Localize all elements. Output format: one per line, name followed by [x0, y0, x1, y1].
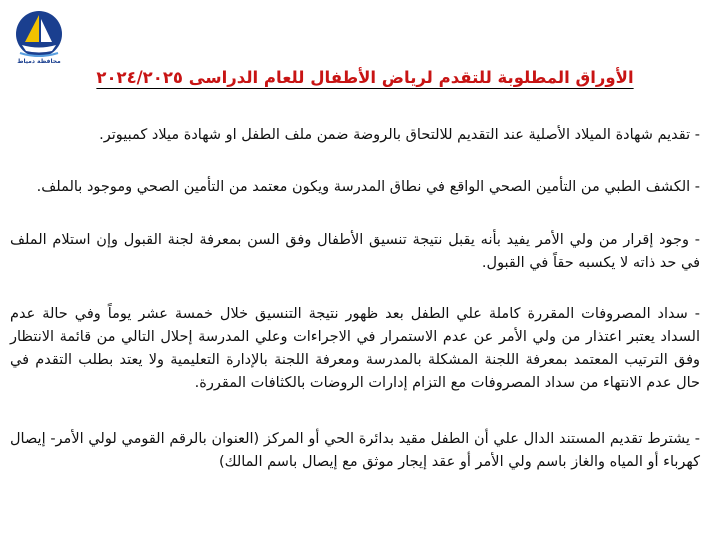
governorate-logo — [14, 10, 64, 68]
page-title: الأوراق المطلوبة للتقدم لرياض الأطفال للعام الدراسى ٢٠٢٤/٢٠٢٥ — [96, 68, 634, 87]
requirement-medical-exam: - الكشف الطبي من التأمين الصحي الواقع في نطاق المدرسة ويكون معتمد من التأمين الصحي وموجود بالملف. — [36, 179, 700, 195]
logo-caption: محافظة دمياط — [17, 58, 61, 65]
requirement-birth-certificate: - تقديم شهادة الميلاد الأصلية عند التقديم للالتحاق بالروضة ضمن ملف الطفل او شهادة ميلاد كمبيوتر. — [99, 127, 700, 143]
requirement-fees-payment: - سداد المصروفات المقررة كاملة علي الطفل بعد ظهور نتيجة التنسيق خلال خمسة عشر يوماً وفي حالة عدم السداد يعتبر اعتذار من ولي الأمر عن عدم الاستمرار في الاجراءات وعلي المدرسة إحلال التالي من قائمة الانتظار وفق الترتيب المعتمد بمعرفة اللجنة المشكلة بالمدرسة ومعرفة اللجنة بالإدارة التعليمية ولا يعتد بطلب التقدم في حال عدم الانتهاء من سداد المصروفات مع التزام إدارات الروضات بالكثافات المقررة. — [10, 306, 700, 391]
requirement-guardian-declaration: - وجود إقرار من ولي الأمر يفيد بأنه يقبل نتيجة تنسيق الأطفال وفق السن بمعرفة لجنة القبول وإن استلام الملف في حد ذاته لا يكسبه حقاً في القبول. — [10, 232, 700, 271]
requirement-residence-proof: - يشترط تقديم المستند الدال علي أن الطفل مقيد بدائرة الحي أو المركز (العنوان بالرقم القومي لولي الأمر- إيصال كهرباء أو المياه والغاز باسم ولي الأمر أو عقد إيجار موثق مع إيصال باسم المالك) — [10, 431, 700, 470]
sailboat-emblem-icon — [14, 10, 64, 58]
